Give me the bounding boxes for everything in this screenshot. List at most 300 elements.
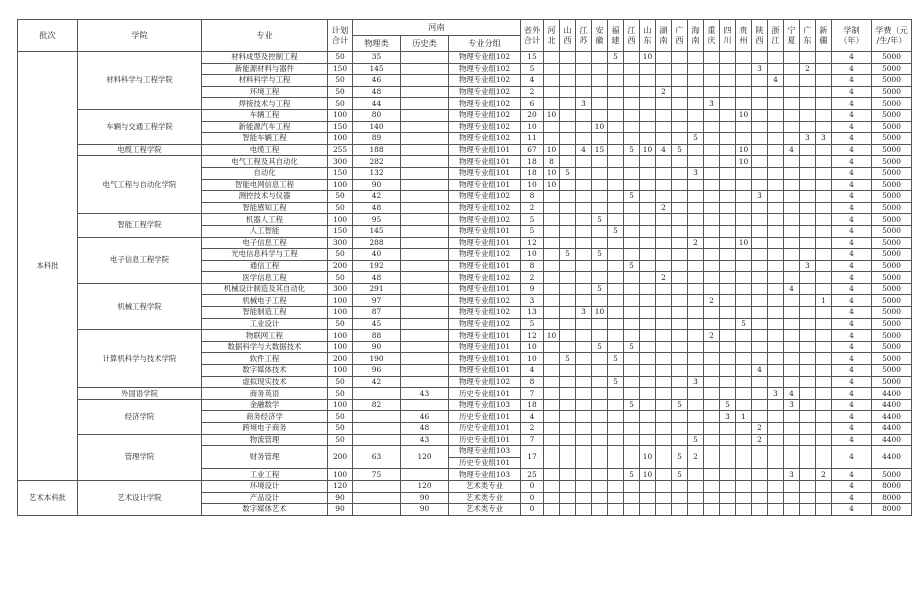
province-count-cell [576,249,592,261]
province-count-cell [800,249,816,261]
outside-total-cell: 2 [521,86,544,98]
science-count-cell: 48 [353,272,401,284]
province-count-cell [560,75,576,87]
province-count-cell [784,434,800,446]
province-count-cell [720,191,736,203]
province-count-cell [544,376,560,388]
years-cell: 4 [832,307,872,319]
table-row [18,109,912,121]
province-count-cell: 10 [544,109,560,121]
province-count-cell [784,237,800,249]
major-cell: 医学信息工程 [202,272,328,284]
province-count-cell: 5 [624,260,640,272]
fee-cell: 5000 [872,214,912,226]
province-count-cell [816,411,832,423]
province-count-cell [592,365,608,377]
outside-total-cell: 7 [521,434,544,446]
province-count-cell [816,446,832,469]
province-count-cell [624,272,640,284]
province-count-cell [608,156,624,168]
province-count-cell [608,480,624,492]
college-cell: 机械工程学院 [78,283,202,329]
province-count-cell [608,202,624,214]
province-count-cell [800,214,816,226]
province-count-cell [640,121,656,133]
group-cell: 艺术类专业 [449,492,521,504]
province-count-cell [640,109,656,121]
province-count-cell: 5 [560,167,576,179]
province-count-cell [688,365,704,377]
major-cell: 商务英语 [202,388,328,400]
province-count-cell [720,237,736,249]
outside-total-cell: 5 [521,318,544,330]
province-count-cell: 5 [592,214,608,226]
province-count-cell [816,434,832,446]
province-count-cell [608,86,624,98]
province-count-cell [704,121,720,133]
major-cell: 软件工程 [202,353,328,365]
header-province: 广 西 [672,20,688,52]
college-cell: 电气工程与自动化学院 [78,156,202,214]
province-count-cell [672,283,688,295]
science-count-cell [353,388,401,400]
province-count-cell [816,341,832,353]
province-count-cell [784,63,800,75]
years-cell: 4 [832,191,872,203]
outside-total-cell: 10 [521,121,544,133]
group-cell: 历史专业组101 [449,457,521,469]
fee-cell: 5000 [872,225,912,237]
province-count-cell [592,480,608,492]
province-count-cell [768,504,784,516]
province-count-cell [800,330,816,342]
plan-total-cell: 300 [328,283,353,295]
history-count-cell [401,75,449,87]
province-count-cell [768,492,784,504]
province-count-cell [560,469,576,481]
province-count-cell [720,330,736,342]
table-row [18,156,912,168]
province-count-cell: 10 [544,330,560,342]
header-province: 贵 州 [736,20,752,52]
major-cell: 智能制造工程 [202,307,328,319]
province-count-cell [656,330,672,342]
province-count-cell [688,86,704,98]
outside-total-cell: 11 [521,133,544,145]
province-count-cell [816,376,832,388]
province-count-cell [576,353,592,365]
province-count-cell [816,75,832,87]
province-count-cell [656,167,672,179]
major-cell: 焊接技术与工程 [202,98,328,110]
province-count-cell [768,295,784,307]
outside-total-cell: 67 [521,144,544,156]
group-cell: 物理专业组102 [449,272,521,284]
years-cell: 4 [832,341,872,353]
province-count-cell [544,52,560,64]
history-count-cell: 120 [401,480,449,492]
plan-total-cell: 150 [328,63,353,75]
science-count-cell [353,492,401,504]
years-cell: 4 [832,353,872,365]
years-cell: 4 [832,365,872,377]
province-count-cell [768,353,784,365]
province-count-cell [800,109,816,121]
province-count-cell [576,365,592,377]
province-count-cell [736,167,752,179]
province-count-cell [688,295,704,307]
province-count-cell [592,52,608,64]
province-count-cell [752,249,768,261]
province-count-cell [640,388,656,400]
years-cell: 4 [832,388,872,400]
province-count-cell [640,307,656,319]
province-count-cell [672,341,688,353]
province-count-cell: 10 [736,144,752,156]
history-count-cell: 43 [401,388,449,400]
province-count-cell [624,225,640,237]
science-count-cell [353,423,401,435]
major-cell: 数字媒体技术 [202,365,328,377]
group-cell: 物理专业组103 [449,446,521,458]
years-cell: 4 [832,144,872,156]
province-count-cell [736,260,752,272]
years-cell: 4 [832,156,872,168]
province-count-cell [656,75,672,87]
province-count-cell [560,202,576,214]
outside-total-cell: 20 [521,109,544,121]
province-count-cell: 4 [784,283,800,295]
province-count-cell [624,75,640,87]
province-count-cell [816,52,832,64]
province-count-cell [656,52,672,64]
province-count-cell [768,202,784,214]
province-count-cell [544,353,560,365]
header-science: 物理类 [353,36,401,52]
province-count-cell [576,156,592,168]
province-count-cell [624,353,640,365]
province-count-cell [784,260,800,272]
province-count-cell [720,423,736,435]
province-count-cell: 2 [752,434,768,446]
province-count-cell [688,260,704,272]
province-count-cell [544,423,560,435]
province-count-cell [624,63,640,75]
province-count-cell [752,156,768,168]
major-cell: 智能感知工程 [202,202,328,214]
province-count-cell [688,272,704,284]
province-count-cell [576,179,592,191]
province-count-cell [736,249,752,261]
province-count-cell [672,411,688,423]
science-count-cell: 40 [353,249,401,261]
province-count-cell [784,376,800,388]
province-count-cell [736,469,752,481]
province-count-cell [544,469,560,481]
province-count-cell [608,423,624,435]
province-count-cell: 3 [688,167,704,179]
table-body [18,52,912,516]
history-count-cell [401,399,449,411]
province-count-cell [672,492,688,504]
major-cell: 人工智能 [202,225,328,237]
science-count-cell: 188 [353,144,401,156]
province-count-cell [800,411,816,423]
province-count-cell [560,295,576,307]
years-cell: 4 [832,283,872,295]
years-cell: 4 [832,376,872,388]
province-count-cell [592,469,608,481]
province-count-cell [608,434,624,446]
province-count-cell [720,388,736,400]
table-row [18,388,912,400]
province-count-cell [800,52,816,64]
province-count-cell: 2 [752,423,768,435]
header-province: 河 北 [544,20,560,52]
province-count-cell [704,133,720,145]
fee-cell: 5000 [872,179,912,191]
province-count-cell [608,167,624,179]
major-cell: 环境工程 [202,86,328,98]
province-count-cell [672,86,688,98]
group-cell: 物理专业组102 [449,307,521,319]
province-count-cell [608,214,624,226]
province-count-cell [640,272,656,284]
science-count-cell: 132 [353,167,401,179]
province-count-cell [784,295,800,307]
province-count-cell [544,307,560,319]
province-count-cell [736,446,752,469]
province-count-cell: 1 [816,295,832,307]
table-row [18,399,912,411]
province-count-cell [608,388,624,400]
province-count-cell [816,249,832,261]
province-count-cell: 4 [752,365,768,377]
years-cell: 4 [832,446,872,469]
province-count-cell [768,63,784,75]
history-count-cell [401,86,449,98]
province-count-cell [640,376,656,388]
province-count-cell [640,341,656,353]
years-cell: 4 [832,504,872,516]
outside-total-cell: 6 [521,98,544,110]
province-count-cell [608,318,624,330]
history-count-cell [401,156,449,168]
province-count-cell: 10 [640,52,656,64]
fee-cell: 5000 [872,237,912,249]
province-count-cell: 5 [672,469,688,481]
province-count-cell [752,411,768,423]
group-cell: 物理专业组101 [449,283,521,295]
province-count-cell [800,167,816,179]
header-province: 山 西 [560,20,576,52]
science-count-cell: 192 [353,260,401,272]
province-count-cell [592,399,608,411]
province-count-cell [768,260,784,272]
major-cell: 工业工程 [202,469,328,481]
province-count-cell [624,411,640,423]
group-cell: 物理专业组102 [449,109,521,121]
years-cell: 4 [832,63,872,75]
province-count-cell [768,249,784,261]
fee-cell: 4400 [872,446,912,469]
province-count-cell [752,75,768,87]
group-cell: 物理专业组102 [449,214,521,226]
province-count-cell [816,492,832,504]
province-count-cell [544,504,560,516]
fee-cell: 8000 [872,492,912,504]
province-count-cell [816,179,832,191]
province-count-cell [560,86,576,98]
province-count-cell [784,480,800,492]
province-count-cell [640,191,656,203]
plan-total-cell: 50 [328,376,353,388]
province-count-cell [768,480,784,492]
province-count-cell [592,179,608,191]
province-count-cell [560,365,576,377]
plan-total-cell: 100 [328,214,353,226]
outside-total-cell: 12 [521,237,544,249]
science-count-cell: 42 [353,191,401,203]
province-count-cell [592,492,608,504]
group-cell: 物理专业组101 [449,353,521,365]
province-count-cell [688,411,704,423]
plan-total-cell: 100 [328,469,353,481]
province-count-cell: 4 [784,388,800,400]
province-count-cell [752,98,768,110]
province-count-cell [768,156,784,168]
plan-total-cell: 100 [328,330,353,342]
province-count-cell: 3 [784,469,800,481]
province-count-cell [624,480,640,492]
province-count-cell: 5 [624,144,640,156]
province-count-cell [656,365,672,377]
province-count-cell [640,411,656,423]
province-count-cell [736,52,752,64]
major-cell: 金融数学 [202,399,328,411]
province-count-cell [608,283,624,295]
province-count-cell [672,75,688,87]
province-count-cell [656,434,672,446]
province-count-cell [624,121,640,133]
province-count-cell [560,307,576,319]
province-count-cell [800,225,816,237]
province-count-cell [672,121,688,133]
province-count-cell [768,52,784,64]
province-count-cell [624,446,640,469]
province-count-cell: 5 [736,318,752,330]
plan-total-cell: 150 [328,225,353,237]
province-count-cell [736,365,752,377]
province-count-cell [560,156,576,168]
history-count-cell [401,191,449,203]
province-count-cell [656,225,672,237]
province-count-cell [720,283,736,295]
province-count-cell: 3 [816,133,832,145]
province-count-cell: 10 [736,237,752,249]
outside-total-cell: 2 [521,202,544,214]
province-count-cell [608,469,624,481]
science-count-cell: 89 [353,133,401,145]
province-count-cell [800,86,816,98]
fee-cell: 5000 [872,156,912,168]
plan-total-cell: 150 [328,121,353,133]
province-count-cell [576,202,592,214]
province-count-cell [704,167,720,179]
header-province: 新 疆 [816,20,832,52]
major-cell: 材料成型及控制工程 [202,52,328,64]
history-count-cell [401,469,449,481]
province-count-cell [688,98,704,110]
province-count-cell [720,260,736,272]
province-count-cell [592,63,608,75]
province-count-cell [672,191,688,203]
province-count-cell [576,121,592,133]
province-count-cell [784,307,800,319]
years-cell: 4 [832,98,872,110]
province-count-cell [640,179,656,191]
fee-cell: 5000 [872,121,912,133]
province-count-cell [608,63,624,75]
province-count-cell [784,156,800,168]
province-count-cell [720,307,736,319]
major-cell: 机械设计制造及其自动化 [202,283,328,295]
province-count-cell [816,272,832,284]
province-count-cell: 5 [624,191,640,203]
province-count-cell [560,341,576,353]
province-count-cell [672,353,688,365]
science-count-cell: 75 [353,469,401,481]
province-count-cell [560,260,576,272]
major-cell: 财务管理 [202,446,328,469]
province-count-cell [560,121,576,133]
province-count-cell [640,423,656,435]
province-count-cell [752,179,768,191]
province-count-cell: 3 [688,376,704,388]
province-count-cell: 2 [704,330,720,342]
province-count-cell [816,504,832,516]
province-count-cell [704,52,720,64]
years-cell: 4 [832,214,872,226]
major-cell: 数字媒体艺术 [202,504,328,516]
province-count-cell [592,237,608,249]
province-count-cell [544,388,560,400]
province-count-cell [672,249,688,261]
fee-cell: 5000 [872,330,912,342]
province-count-cell [640,237,656,249]
science-count-cell: 97 [353,295,401,307]
province-count-cell [560,63,576,75]
province-count-cell [800,307,816,319]
province-count-cell: 5 [560,249,576,261]
province-count-cell: 10 [640,446,656,469]
header-province: 宁 夏 [784,20,800,52]
province-count-cell [784,121,800,133]
province-count-cell [560,179,576,191]
province-count-cell: 3 [768,388,784,400]
province-count-cell [736,353,752,365]
group-cell: 物理专业组101 [449,237,521,249]
province-count-cell [752,399,768,411]
province-count-cell [800,480,816,492]
province-count-cell [608,260,624,272]
province-count-cell [736,480,752,492]
province-count-cell [800,202,816,214]
province-count-cell [560,411,576,423]
header-province: 福 建 [608,20,624,52]
fee-cell: 5000 [872,307,912,319]
province-count-cell [752,492,768,504]
